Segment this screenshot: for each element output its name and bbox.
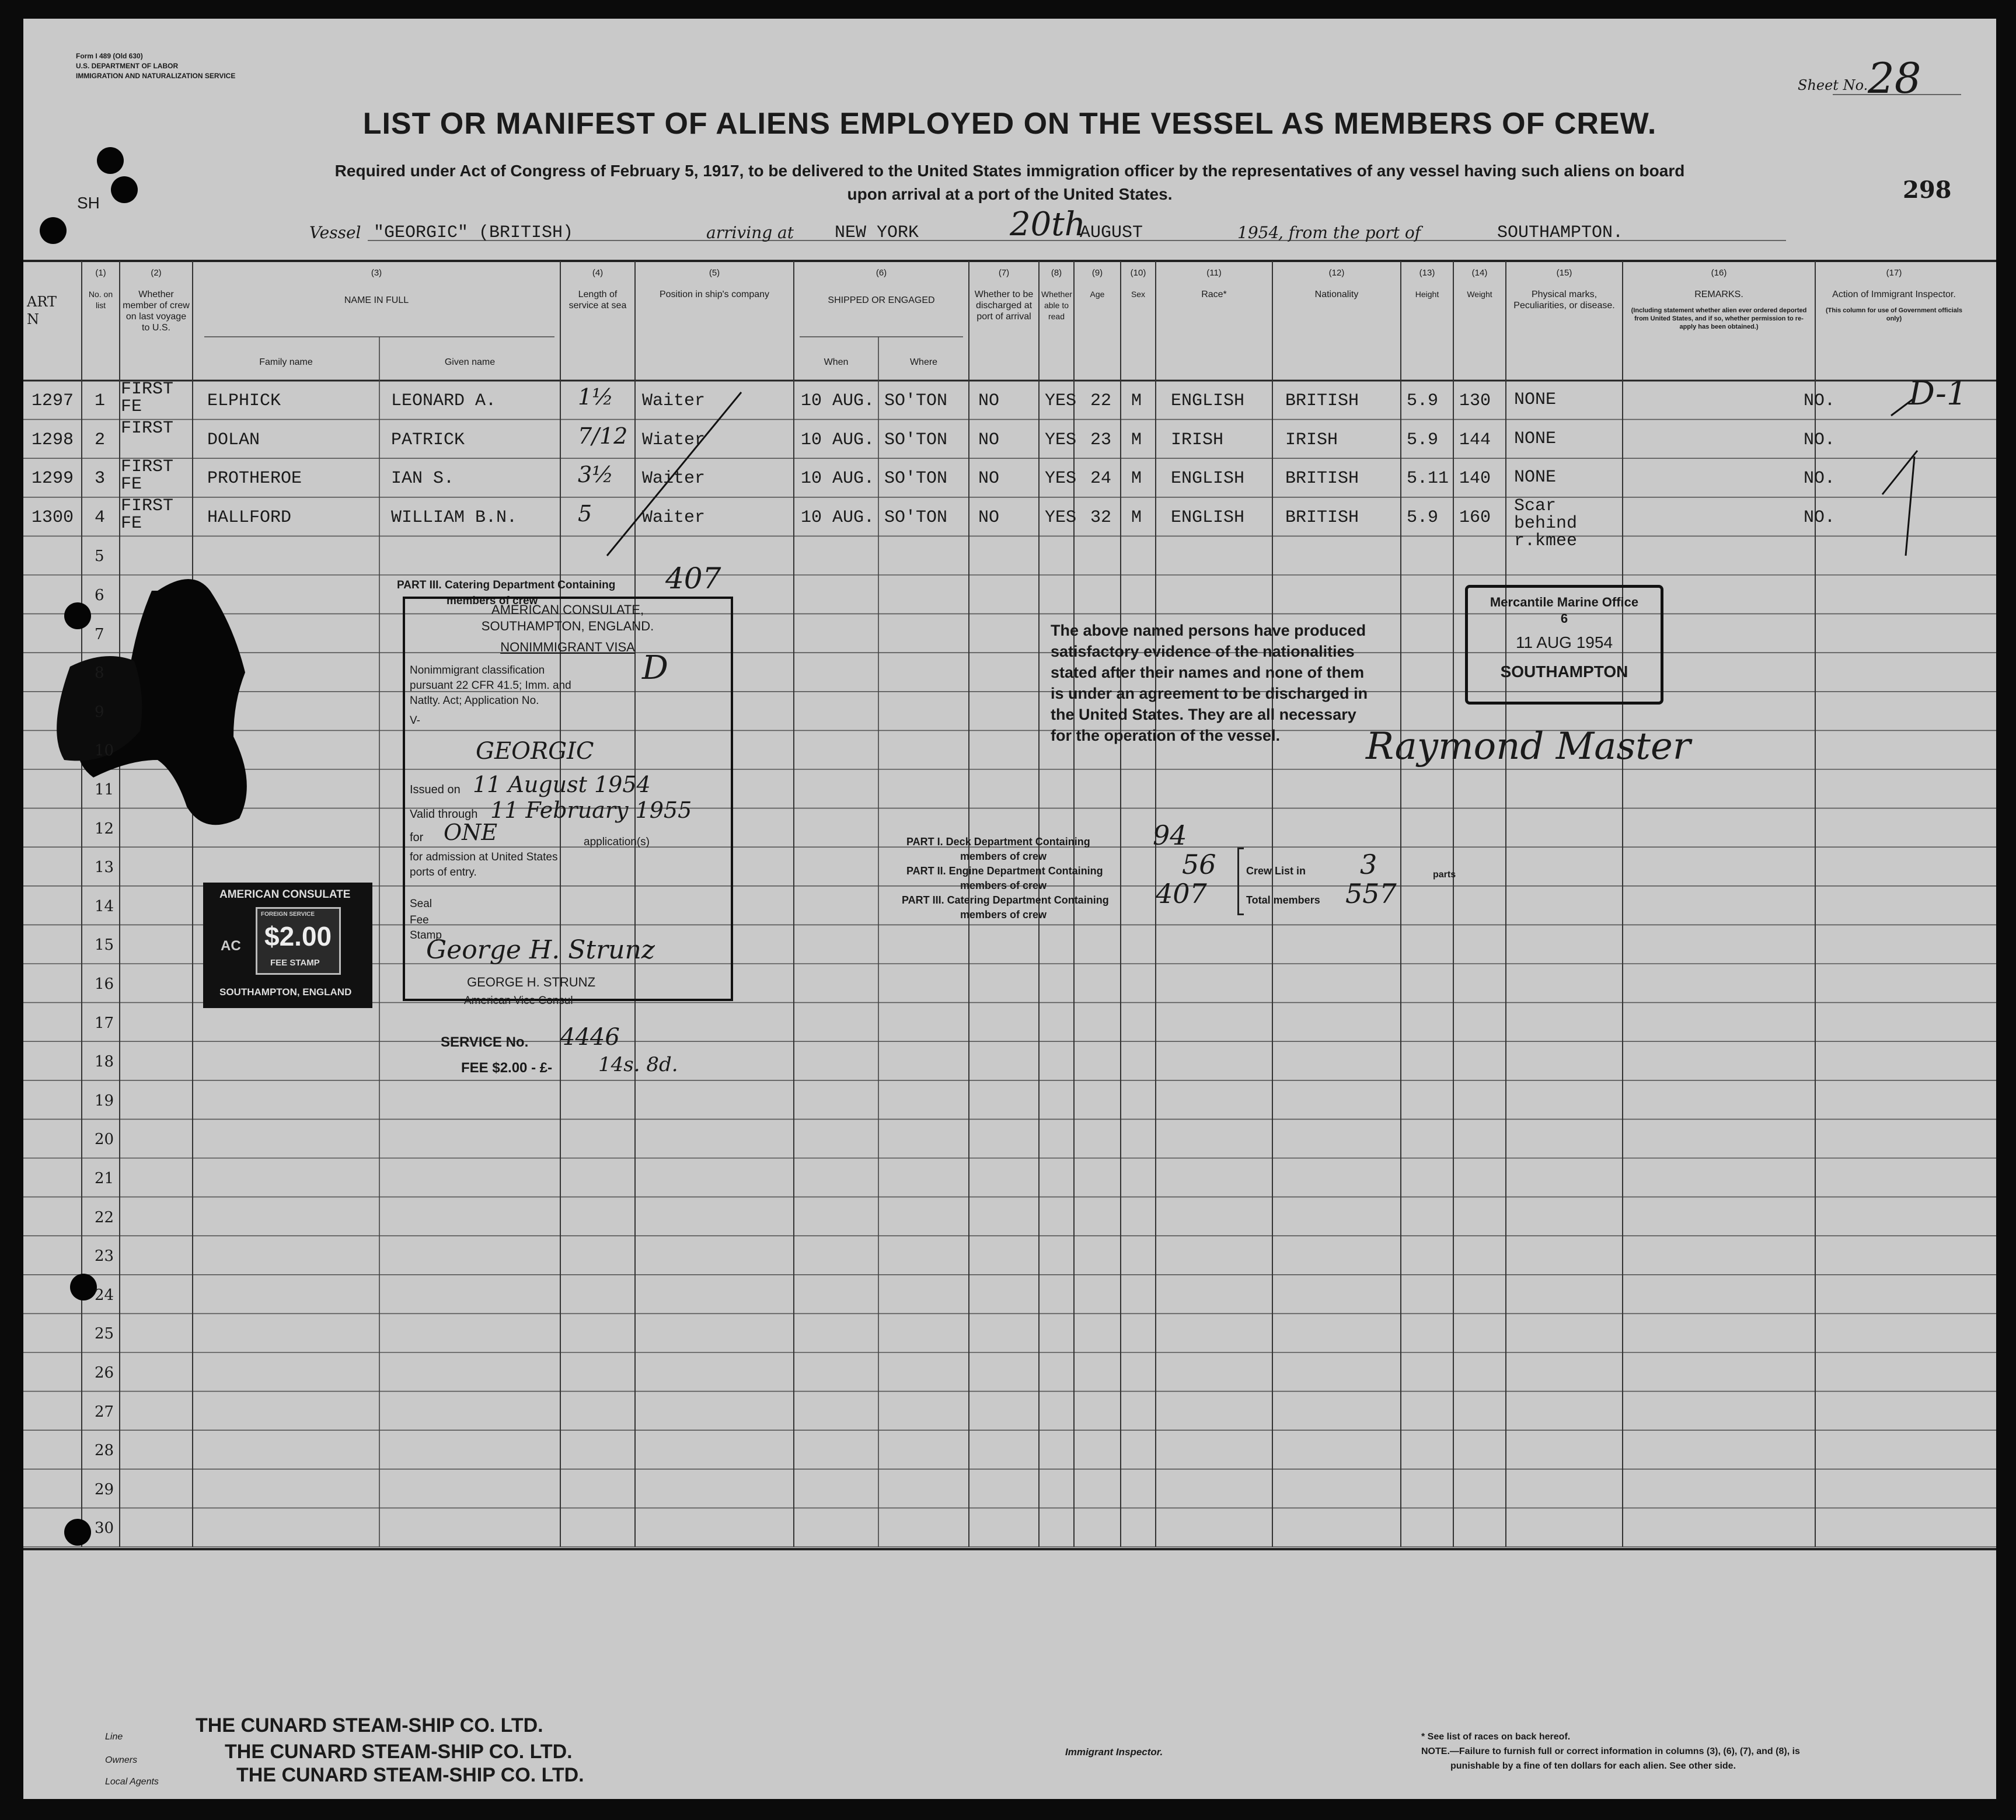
crew-discharged: NO — [978, 469, 1000, 489]
column-label: Action of Immigrant Inspector. — [1832, 290, 1956, 299]
footer-line-label: Line — [105, 1732, 123, 1742]
column-number: (5) — [709, 268, 720, 278]
visa-issued-value: 11 August 1954 — [473, 772, 651, 797]
consul-signature: George H. Strunz — [426, 935, 655, 965]
visa-catering-members: members of crew — [447, 595, 538, 607]
row-number: 14 — [95, 897, 114, 915]
column-number: (12) — [1328, 268, 1345, 278]
crew-family-name: DOLAN — [207, 430, 260, 450]
row-number: 6 — [95, 587, 104, 604]
row-number: 9 — [95, 703, 104, 721]
crew-shipped-when: 10 AUG. — [801, 391, 875, 411]
column-number: (17) — [1886, 268, 1902, 278]
crew-sex: M — [1131, 430, 1142, 450]
vessel-name: "GEORGIC" (BRITISH) — [374, 223, 574, 243]
row-number: 7 — [95, 625, 104, 643]
crew-race: ENGLISH — [1171, 391, 1245, 411]
crew-physical-marks: Scar behind r.kmee — [1514, 496, 1578, 551]
crew-position: Waiter — [642, 391, 706, 411]
column-sublabel: Family name — [259, 357, 313, 367]
crew-given-name: PATRICK — [391, 430, 465, 450]
crew-weight: 130 — [1459, 391, 1491, 411]
row-number: 5 — [95, 548, 104, 566]
arrival-port: NEW YORK — [835, 223, 919, 243]
column-number: (1) — [95, 268, 106, 278]
summary-members: members of crew — [960, 880, 1047, 891]
crew-position: Waiter — [642, 507, 706, 528]
statement-line: the United States. They are all necessary — [1051, 706, 1356, 723]
row-number: 25 — [95, 1325, 114, 1343]
crew-list-label: Crew List in — [1246, 865, 1306, 877]
crew-remarks: NO. — [1804, 391, 1836, 411]
summary-part3-count: 407 — [1156, 878, 1207, 909]
crew-remarks: NO. — [1804, 507, 1836, 528]
visa-for-value: ONE — [444, 820, 498, 845]
crew-art-number: 1299 — [32, 469, 74, 489]
column-note: (Including statement whether alien ever ordered deported from United States, and if so, whether permission to re-apply has been obtained.) — [1631, 307, 1807, 330]
row-number: 17 — [95, 1014, 114, 1032]
column-label: Height — [1415, 290, 1439, 299]
visa-consulate: AMERICAN CONSULATE, — [491, 602, 644, 617]
service-label: SERVICE No. — [441, 1034, 529, 1050]
row-number: 12 — [95, 820, 114, 838]
column-label: Whether member of crew on last voyage to U.S. — [123, 290, 190, 333]
manifest-sheet — [23, 19, 1996, 1799]
arrival-year: 1954 — [1237, 223, 1279, 242]
form-subtitle: upon arrival at a port of the United States. — [847, 185, 1173, 203]
crew-given-name: WILLIAM B.N. — [391, 507, 518, 528]
sheet-number: 28 — [1868, 54, 1921, 103]
visa-admission: for admission at United States — [410, 851, 558, 863]
summary-part2: PART II. Engine Department Containing — [906, 865, 1103, 877]
crew-position: Wiater — [642, 430, 706, 450]
crew-nationality: BRITISH — [1285, 391, 1359, 411]
crew-height: 5.9 — [1407, 507, 1439, 528]
row-number: 10 — [95, 742, 114, 760]
crew-position: Waiter — [642, 469, 706, 489]
crew-list-value: 3 — [1360, 849, 1377, 880]
column-sublabel: Given name — [444, 357, 496, 367]
column-number: (9) — [1091, 268, 1103, 278]
column-number: (3) — [371, 268, 382, 278]
row-number: 18 — [95, 1053, 114, 1071]
sheet-label: Sheet No. — [1798, 77, 1868, 93]
column-number: (13) — [1419, 268, 1435, 278]
row-number: 27 — [95, 1403, 114, 1421]
crew-family-name: HALLFORD — [207, 507, 292, 528]
crew-art-number: 1297 — [32, 391, 74, 411]
form-number-block — [76, 51, 235, 81]
crew-family-name: ELPHICK — [207, 391, 281, 411]
crew-sex: M — [1131, 469, 1142, 489]
column-label: No. on list — [88, 290, 113, 310]
column-label: Whether able to read — [1041, 290, 1072, 321]
marine-stamp-date: 11 AUG 1954 — [1515, 633, 1613, 651]
form-number: Form I 489 (Old 630) — [76, 52, 143, 60]
crew-shipped-where: SO'TON — [884, 507, 948, 528]
crew-sex: M — [1131, 507, 1142, 528]
summary-members: members of crew — [960, 909, 1047, 921]
column-note: (This column for use of Government officials only) — [1825, 307, 1963, 322]
crew-last-voyage: FIRST FE — [121, 379, 174, 417]
total-value: 557 — [1345, 878, 1397, 909]
visa-catering-count: 407 — [665, 562, 721, 595]
summary-part3: PART III. Catering Department Containing — [902, 894, 1109, 906]
visa-vessel: GEORGIC — [476, 738, 594, 765]
crew-weight: 140 — [1459, 469, 1491, 489]
row-number: 11 — [95, 781, 114, 799]
crew-service-length: 3½ — [578, 462, 614, 488]
crew-family-name: PROTHEROE — [207, 469, 302, 489]
marine-office-stamp — [1465, 585, 1663, 705]
crew-age: 24 — [1090, 469, 1112, 489]
fee-stamp-place: SOUTHAMPTON, ENGLAND — [219, 986, 352, 998]
visa-class-line: pursuant 22 CFR 41.5; Imm. and — [410, 679, 571, 692]
column-number: (2) — [151, 268, 162, 278]
crew-last-voyage: FIRST FE — [121, 457, 174, 495]
crew-remarks: NO. — [1804, 469, 1836, 489]
crew-given-name: IAN S. — [391, 469, 455, 489]
fee-stamp-amount: $2.00 — [264, 921, 332, 951]
visa-for-label: for — [410, 831, 424, 844]
form-title: LIST OR MANIFEST OF ALIENS EMPLOYED ON THE VESSEL AS MEMBERS OF CREW. — [362, 107, 1657, 141]
crew-race: ENGLISH — [1171, 469, 1245, 489]
from-label: , from the port of — [1278, 223, 1421, 242]
summary-members: members of crew — [960, 850, 1047, 862]
row-number: 24 — [95, 1286, 114, 1304]
row-number: 15 — [95, 936, 114, 954]
crew-shipped-when: 10 AUG. — [801, 430, 875, 450]
column-sublabel: When — [824, 357, 849, 367]
fee-stamp — [203, 883, 372, 1008]
footer-owners-value: THE CUNARD STEAM-SHIP CO. LTD. — [225, 1741, 573, 1763]
row-number: 8 — [95, 664, 104, 682]
footer-line-value: THE CUNARD STEAM-SHIP CO. LTD. — [196, 1714, 543, 1737]
column-number: (7) — [998, 268, 1010, 278]
column-number: (16) — [1711, 268, 1727, 278]
crew-shipped-where: SO'TON — [884, 391, 948, 411]
crew-nationality: BRITISH — [1285, 507, 1359, 528]
fee-value: 14s. 8d. — [598, 1053, 678, 1076]
crew-art-number: 1298 — [32, 430, 74, 450]
marine-stamp-office: Mercantile Marine Office — [1490, 595, 1639, 609]
crew-shipped-where: SO'TON — [884, 430, 948, 450]
column-label: Whether to be discharged at port of arrival — [974, 290, 1034, 322]
crew-discharged: NO — [978, 391, 1000, 411]
row-number: 20 — [95, 1131, 114, 1149]
visa-applications: application(s) — [584, 836, 650, 848]
fee-stamp-top: AMERICAN CONSULATE — [219, 888, 351, 901]
column-number: (15) — [1556, 268, 1572, 278]
crew-nationality: BRITISH — [1285, 469, 1359, 489]
crew-age: 32 — [1090, 507, 1112, 528]
crew-physical-marks: NONE — [1514, 428, 1557, 449]
visa-city: SOUTHAMPTON, ENGLAND. — [481, 619, 654, 633]
row-number: 29 — [95, 1480, 114, 1498]
vessel-label: Vessel — [309, 223, 361, 242]
summary-part1-count: 94 — [1153, 820, 1187, 851]
footer-owners-label: Owners — [105, 1755, 138, 1765]
crew-weight: 144 — [1459, 430, 1491, 450]
visa-fee: Fee — [410, 914, 429, 926]
crew-physical-marks: NONE — [1514, 468, 1557, 488]
crew-service-length: 7/12 — [578, 423, 628, 449]
fee-label: FEE $2.00 - £- — [461, 1060, 553, 1076]
crew-last-voyage: FIRST FE — [121, 496, 174, 534]
marine-stamp-place: SOUTHAMPTON — [1500, 663, 1628, 681]
visa-type: NONIMMIGRANT VISA — [500, 640, 635, 654]
crew-service-length: 1½ — [578, 384, 614, 410]
crew-shipped-where: SO'TON — [884, 469, 948, 489]
crew-race: ENGLISH — [1171, 507, 1245, 528]
statement-line: for the operation of the vessel. — [1051, 727, 1281, 744]
crew-remarks: NO. — [1804, 430, 1836, 450]
page-number: 298 — [1903, 176, 1952, 204]
arriving-label: arriving at — [706, 223, 794, 242]
column-number: (11) — [1206, 268, 1222, 278]
crew-height: 5.9 — [1407, 430, 1439, 450]
crew-list-number: 2 — [95, 430, 106, 450]
statement-line: The above named persons have produced — [1051, 622, 1366, 639]
row-number: 16 — [95, 975, 114, 993]
crew-able-to-read: YES — [1045, 430, 1077, 450]
crew-able-to-read: YES — [1045, 469, 1077, 489]
row-number: 26 — [95, 1364, 114, 1382]
crew-able-to-read: YES — [1045, 507, 1077, 528]
arrival-month: AUGUST — [1080, 223, 1143, 243]
crew-able-to-read: YES — [1045, 391, 1077, 411]
column-label: Nationality — [1314, 290, 1359, 299]
footer-agents-label: Local Agents — [105, 1777, 159, 1787]
fee-stamp-label: FEE STAMP — [270, 958, 320, 968]
crew-service-length: 5 — [578, 500, 592, 527]
column-sublabel: Where — [909, 357, 938, 367]
row-number: 22 — [95, 1208, 114, 1226]
service-number: 4446 — [560, 1024, 620, 1051]
column-number: (10) — [1130, 268, 1146, 278]
summary-part2-count: 56 — [1182, 849, 1216, 880]
visa-stamp-label: Stamp — [410, 929, 442, 942]
consul-name: GEORGE H. STRUNZ — [467, 975, 596, 989]
row-number: 13 — [95, 859, 114, 877]
crew-discharged: NO — [978, 430, 1000, 450]
crew-height: 5.11 — [1407, 469, 1449, 489]
row-number: 23 — [95, 1247, 114, 1265]
crew-last-voyage: FIRST — [121, 418, 174, 438]
crew-nationality: IRISH — [1285, 430, 1338, 450]
arrival-day: 20th — [1010, 205, 1086, 243]
statement-line: stated after their names and none of them — [1051, 664, 1365, 681]
footer-note: NOTE.—Failure to furnish full or correct information in columns (3), (6), (7), and (8), is — [1421, 1746, 1800, 1756]
crew-physical-marks: NONE — [1514, 390, 1557, 410]
row-number: 28 — [95, 1442, 114, 1460]
column-label: Physical marks, Peculiarities, or disease. — [1513, 290, 1615, 311]
column-label: Race* — [1201, 290, 1227, 299]
visa-class-value: D — [642, 649, 668, 687]
summary-brace — [1237, 848, 1244, 915]
crew-list-number: 4 — [95, 507, 106, 528]
crew-discharged: NO — [978, 507, 1000, 528]
marine-stamp-number: 6 — [1560, 611, 1568, 626]
fee-stamp-inner — [256, 907, 341, 975]
art-label: ART N — [27, 294, 57, 327]
crew-inspector-action: D-1 — [1909, 375, 1968, 413]
crew-art-number: 1300 — [32, 507, 74, 528]
column-number: (8) — [1051, 268, 1062, 278]
column-label: REMARKS. — [1694, 290, 1743, 299]
column-label: NAME IN FULL — [344, 295, 409, 305]
visa-class-line: Natlty. Act; Application No. — [410, 695, 539, 707]
service: IMMIGRATION AND NATURALIZATION SERVICE — [76, 72, 236, 80]
consul-title: American Vice Consul — [464, 995, 573, 1007]
fee-stamp-service: FOREIGN SERVICE — [261, 911, 315, 918]
visa-issued-label: Issued on — [410, 783, 461, 796]
statement-line: satisfactory evidence of the nationalities — [1051, 643, 1355, 660]
footer-note: * See list of races on back hereof. — [1421, 1732, 1571, 1742]
crew-age: 22 — [1090, 391, 1112, 411]
department: U.S. DEPARTMENT OF LABOR — [76, 62, 179, 70]
sh-mark: SH — [77, 194, 100, 212]
departure-port: SOUTHAMPTON. — [1497, 223, 1624, 243]
crew-sex: M — [1131, 391, 1142, 411]
crew-weight: 160 — [1459, 507, 1491, 528]
crew-given-name: LEONARD A. — [391, 391, 497, 411]
nationality-statement — [1051, 620, 1368, 746]
crew-shipped-when: 10 AUG. — [801, 507, 875, 528]
column-number: (4) — [592, 268, 604, 278]
total-label: Total members — [1246, 894, 1320, 906]
summary-part1: PART I. Deck Department Containing — [906, 836, 1090, 848]
footer-note: punishable by a fine of ten dollars for each alien. See other side. — [1450, 1761, 1736, 1771]
form-subtitle: Required under Act of Congress of February 5, 1917, to be delivered to the United States immigration officer by the representatives of any vessel having such aliens on board — [334, 162, 1685, 180]
column-label: Weight — [1467, 290, 1492, 299]
visa-valid-value: 11 February 1955 — [490, 797, 692, 823]
column-label: Length of service at sea — [568, 290, 627, 311]
crew-race: IRISH — [1171, 430, 1224, 450]
visa-v-label: V- — [410, 714, 420, 727]
column-label: SHIPPED OR ENGAGED — [828, 295, 935, 305]
row-number: 30 — [95, 1519, 114, 1537]
column-label: Sex — [1131, 290, 1146, 299]
column-label: Position in ship's company — [659, 290, 770, 299]
column-number: (6) — [876, 268, 887, 278]
visa-valid-label: Valid through — [410, 808, 478, 821]
row-number: 19 — [95, 1092, 114, 1110]
crew-list-number: 1 — [95, 391, 106, 411]
crew-list-parts: parts — [1433, 870, 1456, 880]
master-signature: Raymond Master — [1366, 725, 1691, 768]
crew-list-number: 3 — [95, 469, 106, 489]
statement-line: is under an agreement to be discharged in — [1051, 685, 1368, 702]
footer-agents-value: THE CUNARD STEAM-SHIP CO. LTD. — [236, 1764, 584, 1786]
column-number: (14) — [1471, 268, 1488, 278]
crew-shipped-when: 10 AUG. — [801, 469, 875, 489]
column-label: Age — [1090, 290, 1105, 299]
visa-catering-line: PART III. Catering Department Containing — [397, 579, 616, 591]
row-number: 21 — [95, 1170, 114, 1187]
visa-ports: ports of entry. — [410, 866, 477, 878]
crew-height: 5.9 — [1407, 391, 1439, 411]
visa-class-line: Nonimmigrant classification — [410, 664, 545, 677]
crew-age: 23 — [1090, 430, 1112, 450]
fee-stamp-side: AC — [221, 938, 241, 954]
visa-seal: Seal — [410, 898, 433, 910]
inspector-label: Immigrant Inspector. — [1065, 1746, 1163, 1758]
